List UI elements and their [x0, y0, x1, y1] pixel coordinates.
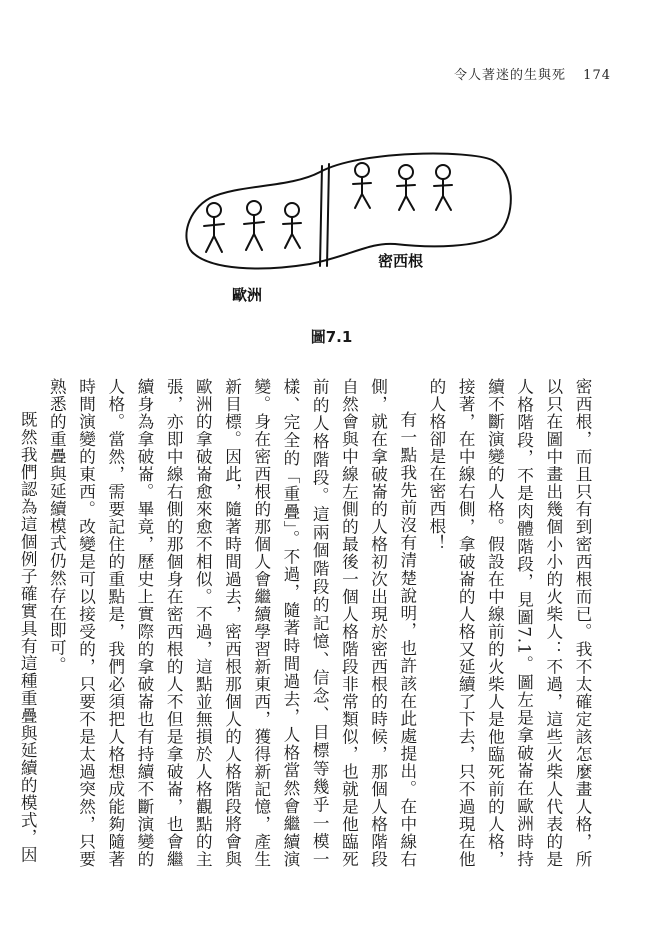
stick-figure-right-3: [434, 165, 452, 210]
footprint-outline: [186, 154, 510, 269]
stick-figure-right-1: [353, 163, 371, 208]
midline-left: [320, 166, 322, 266]
stick-figure-right-2: [397, 165, 415, 210]
body-text: [18, 378, 597, 868]
stick-figure-left-3: [283, 203, 301, 248]
midline-right: [327, 164, 329, 266]
paragraph-2: 有一點我先前沒有清楚說明，也許該在此處提出。在中線右側，就在拿破崙的人格初次出現於密西根的時候，那個人格階段自然會與中線左側的最後一個人格階段非常類似，也就是他臨死前的人格階段。這兩個階段的記憶、信念、目標等幾乎一模一樣、完全的「重疊」。不過，隨著時間過去，人格當然會繼續演變。身在密西根的那個人會繼續學習新東西，獲得新記憶，產生新目標。因此，隨著時間過去，密西根那個人的人格階段將會與歐洲的拿破崙愈來愈不相似。不過，這點並無損於人格觀點的主張，亦即中線右側的那個身在密西根的人不但是拿破崙，也會繼續身為拿破崙。畢竟，歷史上實際的拿破崙也有持續不斷演變的人格。當然，需要記住的重點是，我們必須把人格想成能夠隨著時間演變的東西。改變是可以接受的，只要不是太過突然，只要熟悉的重疊與延續模式仍然存在即可。: [47, 378, 417, 868]
page-number: 174: [583, 68, 611, 83]
figure-7-1: [180, 148, 520, 318]
running-head-title: 令人著迷的生與死: [454, 68, 567, 83]
paragraph-1: 密西根，而且只有到密西根而已。我不太確定該怎麼畫人格，所以只在圖中畫出幾個小小的火柴人：不過，這些火柴人代表的是人格階段，不是肉體階段，見圖7.1。圖左是拿破崙在歐洲時持續不斷演變的人格。假設在中線前的火柴人是他臨死前的人格，接著，在中線右側，拿破崙的人格又延續了下去，只不過現在他的人格卻是在密西根！: [426, 378, 592, 868]
label-europe: 歐洲: [232, 286, 263, 304]
paragraph-3: 既然我們認為這個例子確實具有這種重疊與延續的模式，因: [18, 411, 38, 864]
stick-figure-left-1: [204, 203, 224, 252]
figure-caption: 圖7.1: [310, 328, 353, 346]
stick-figure-left-2: [244, 201, 264, 250]
figure-drawing: [180, 148, 520, 318]
label-michigan: 密西根: [378, 252, 424, 270]
running-head: [454, 64, 611, 83]
